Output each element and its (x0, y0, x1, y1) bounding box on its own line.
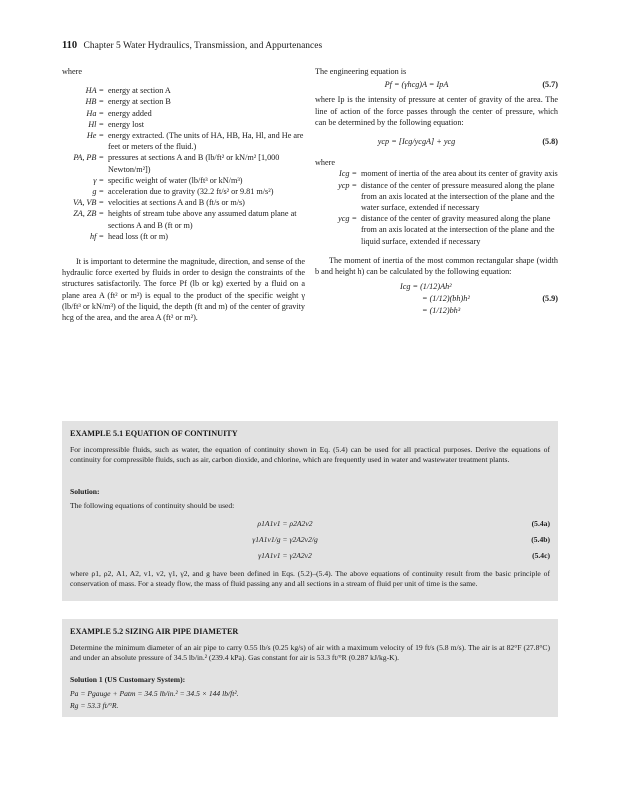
right-column (315, 66, 558, 317)
definition-text: energy lost (108, 119, 145, 129)
definition-row (62, 152, 305, 174)
definition-symbol: ycp = (338, 180, 357, 190)
equation-5-4a (70, 519, 550, 529)
force-paragraph: It is important to determine the magnitude, direction, and sense of the hydraulic force exerted by fluids in order to design the constraints of the structures satisfactorily. The force Pf (lb or kg) exerted by a fluid on a plane area A (ft² or m²) is equal to the product of the specific weight γ (lb/ft³ or kN/m³) of the liquid, the depth (ft and m) of the center of gravity hcg of the area, and the area A (ft² or m²). (62, 257, 305, 323)
definition-symbol: Hl = (88, 119, 104, 129)
definition-text: velocities at sections A and B (ft/s or m/s) (108, 198, 245, 208)
equation-number: (5.9) (542, 294, 558, 304)
solution-heading: Solution 1 (US Customary System): (70, 675, 186, 684)
equation-number: (5.4c) (532, 551, 550, 560)
definition-text: heights of stream tube above any assumed datum plane at sections A and B (ft or m) (108, 209, 297, 230)
definition-symbol: γ = (93, 175, 104, 185)
definition-text: specific weight of water (lb/ft³ or kN/m³) (108, 175, 243, 185)
equation-line-2: = (1/12)(bh)h² (422, 294, 470, 304)
equation-5-4c (70, 551, 550, 561)
definition-text: distance of the center of pressure measured along the plane from an axis located at the intersection of the plane and the water surface, extended if necessary (361, 180, 555, 213)
equation-5-7 (315, 79, 558, 90)
equation-body: ycp = [Icg/ycgA] + ycg (377, 137, 456, 147)
definition-symbol: PA, PB = (73, 153, 104, 163)
definition-row (62, 231, 305, 242)
definition-row (315, 180, 558, 214)
definition-text: energy extracted. (The units of HA, HB, Ha, Hl, and He are feet or meters of the fluid.) (108, 131, 304, 152)
center-pressure-paragraph: where Ip is the intensity of pressure at center of gravity of the area. The line of action of the force passes through the center of pressure, which can be determined by the following equation: (315, 95, 558, 127)
equation-number: (5.8) (542, 137, 558, 147)
definition-symbol: Icg = (338, 169, 357, 179)
definition-symbol: ZA, ZB = (73, 209, 104, 219)
equation-line-1: Icg = (1/12)Ah² (400, 282, 452, 292)
definition-symbol: HB = (85, 97, 104, 107)
definition-text: distance of the center of gravity measured along the plane from an axis located at the intersection of the plane and the liquid surface, extended if necessary (361, 214, 555, 246)
definition-row (62, 108, 305, 119)
definition-row (62, 175, 305, 186)
definition-row (62, 186, 305, 197)
solution-line-2: Rg = 53.3 ft/°R. (70, 701, 119, 710)
definition-row (62, 208, 305, 230)
running-title: Chapter 5 Water Hydraulics, Transmission, and Appurtenances (83, 41, 323, 51)
definition-symbol: g = (92, 187, 104, 197)
equation-body: γ1A1v1/g = γ2A2v2/g (252, 535, 318, 544)
equation-5-8 (315, 136, 558, 147)
definition-symbol: He = (86, 131, 104, 141)
equation-line-3: = (1/12)bh³ (422, 306, 461, 316)
where-label: where (315, 158, 336, 168)
equation-5-4b (70, 535, 550, 545)
running-header (62, 40, 322, 51)
equation-number: (5.4b) (531, 535, 550, 544)
example-title: EXAMPLE 5.1 EQUATION OF CONTINUITY (70, 429, 238, 438)
equation-number: (5.4a) (531, 519, 550, 528)
example-text: For incompressible fluids, such as water, the equation of continuity shown in Eq. (5.4) can be used for all practical purposes. Derive the equations of continuity for compressible fluids, such as air, carbon dioxide, and chlorine, which are frequently used in water and wastewater treatment plants. (70, 445, 550, 464)
example-5-2-box (62, 619, 558, 717)
symbol-definitions (62, 85, 305, 242)
definition-symbol: VA, VB = (72, 198, 104, 208)
definition-row (315, 168, 558, 179)
definition-text: moment of inertia of the area about its center of gravity axis (361, 169, 558, 179)
definition-row (62, 130, 305, 152)
symbol-definitions (315, 168, 558, 246)
definition-text: acceleration due to gravity (32.2 ft/s² or 9.81 m/s²) (108, 187, 274, 197)
definition-symbol: hf = (90, 231, 104, 241)
definition-row (62, 119, 305, 130)
engineering-intro: The engineering equation is (315, 67, 407, 76)
definition-row (62, 85, 305, 96)
example-title: EXAMPLE 5.2 SIZING AIR PIPE DIAMETER (70, 627, 239, 636)
definition-text: head loss (ft or m) (108, 231, 169, 241)
equation-body: Pf = (γhcg)A = IpA (384, 80, 449, 90)
equation-body: γ1A1v1 = γ2A2v2 (258, 551, 312, 560)
definition-symbol: ycg = (338, 214, 357, 224)
solution-line-1: Pa = Pgauge + Patm = 34.5 lb/in.² = 34.5 × 144 lb/ft². (70, 689, 239, 698)
definition-text: energy added (108, 108, 152, 118)
definition-text: pressures at sections A and B (lb/ft² or kN/m² [1,000 Newton/m²]) (108, 153, 280, 174)
definition-row (62, 96, 305, 107)
example-text: Determine the minimum diameter of an air pipe to carry 0.55 lb/s (0.25 kg/s) of air with a maximum velocity of 19 ft/s (5.8 m/s). The air is at 82°F (27.8°C) and under an absolute pressure of 34.5 lb/in.² (239.4 kPa). Gas constant for air is 53.3 ft/°R (0.287 kJ/kg-K). (70, 643, 550, 662)
moment-of-inertia-paragraph: The moment of inertia of the most common rectangular shape (width b and height h) can be calculated by the following equation: (315, 255, 558, 277)
closing-text: where ρ1, ρ2, A1, A2, v1, v2, γ1, γ2, and g have been defined in Eqs. (5.2)–(5.4). The above equations of continuity result from the basic principle of conservation of mass. For a steady flow, the mass of fluid passing any and all sections in a stream of fluid per unit of time is the same. (70, 569, 550, 588)
equation-body: ρ1A1v1 = ρ2A2v2 (257, 519, 313, 528)
definition-row (62, 197, 305, 208)
definition-symbol: HA = (85, 86, 104, 96)
page-number: 110 (62, 40, 78, 51)
definition-text: energy at section B (108, 97, 171, 107)
definition-row (315, 213, 558, 247)
equation-5-9 (315, 281, 558, 317)
solution-text: The following equations of continuity should be used: (70, 501, 235, 510)
definition-symbol: Ha = (86, 108, 104, 118)
equation-number: (5.7) (542, 80, 558, 90)
solution-heading: Solution: (70, 487, 100, 496)
left-column (62, 66, 305, 323)
definition-text: energy at section A (108, 86, 171, 96)
example-5-1-box (62, 421, 558, 601)
where-label: where (62, 67, 83, 76)
